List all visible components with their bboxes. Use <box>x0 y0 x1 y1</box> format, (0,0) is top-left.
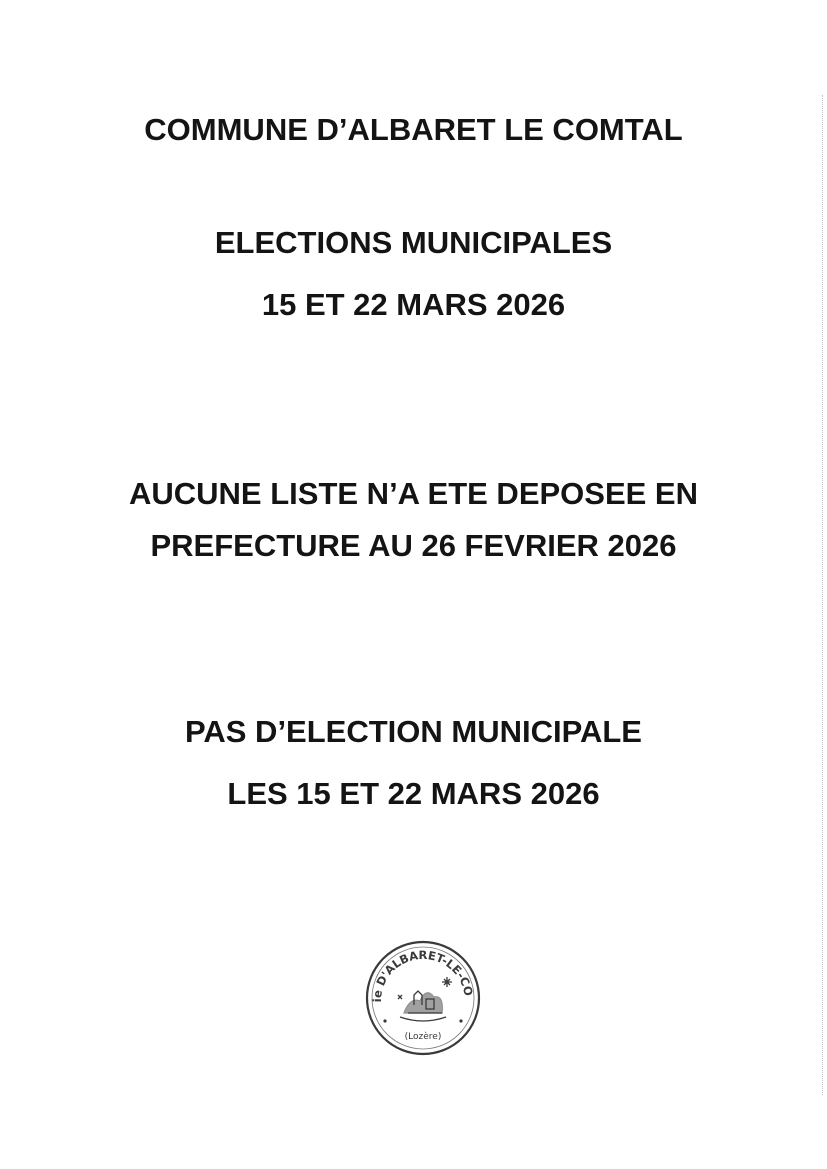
conclusion-line-1: PAS D’ELECTION MUNICIPALE <box>185 714 642 749</box>
election-dates: 15 ET 22 MARS 2026 <box>261 287 566 322</box>
notice-line-2: PREFECTURE AU 26 FEVRIER 2026 <box>150 528 677 563</box>
mairie-seal-stamp <box>364 939 482 1057</box>
seal-emblem-icon <box>398 977 452 1021</box>
election-title: ELECTIONS MUNICIPALES <box>214 225 613 260</box>
notice-line-1: AUCUNE LISTE N’A ETE DEPOSEE EN <box>129 476 698 511</box>
scan-edge-marks <box>821 95 823 1095</box>
seal-bottom-text: (Lozère) <box>404 1032 442 1042</box>
commune-heading: COMMUNE D’ALBARET LE COMTAL <box>144 112 683 147</box>
mairie-seal-svg <box>364 939 482 1057</box>
seal-top-text: ie D'ALBARET-LE-CO <box>369 947 476 1003</box>
conclusion-line-2: LES 15 ET 22 MARS 2026 <box>227 776 600 811</box>
